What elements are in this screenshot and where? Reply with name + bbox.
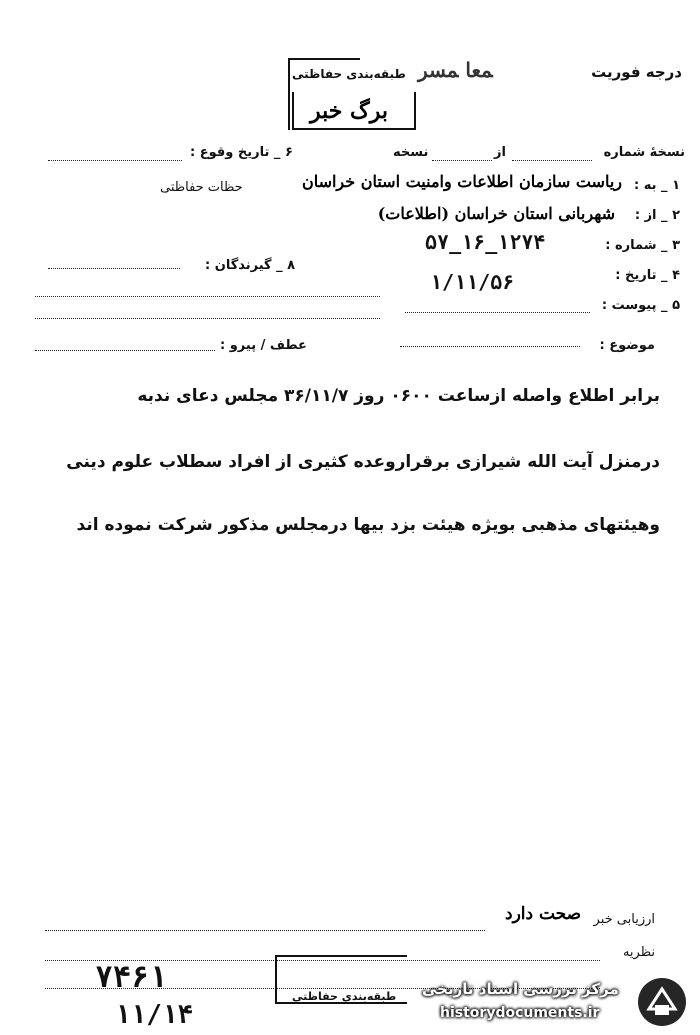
to-value: ریاست سازمان اطلاعات وامنیت استان خراسان — [301, 172, 622, 191]
body-line-3: وهیئتهای مذهبی بویژه هیئت بزد بیها درمجلس مذکور شرکت نموده اند — [76, 515, 660, 535]
handwritten-number: ۷۴۶۱ — [95, 960, 168, 995]
number-label: ۳ _ شماره : — [605, 238, 680, 253]
body-line-1: برابر اطلاع واصله ازساعت ۰۶۰۰ روز ۳۶/۱۱/۷ مجلس دعای ندبه — [137, 386, 660, 406]
from-copies-dots — [432, 160, 492, 161]
event-date-dots — [48, 160, 182, 161]
evaluation-label: ارزیابی خبر — [593, 912, 655, 927]
evaluation-value: صحت دارد — [505, 904, 582, 924]
copies-label: نسخه — [393, 145, 429, 160]
handwritten-date: ۱۱/۱۴ — [115, 1000, 194, 1030]
number-value: ۱۲۷۴_۱۶_۵۷ — [425, 230, 546, 254]
watermark-title: مرکز بررسی اسناد تاریخی — [422, 980, 619, 998]
reference-label: عطف / پیرو : — [220, 338, 307, 353]
reference-dots — [35, 350, 215, 351]
form-title: برگ خبر — [310, 98, 388, 124]
receivers-dots-1 — [48, 268, 180, 269]
watermark-url: historydocuments.ir — [440, 1005, 600, 1021]
to-label: ۱ _ به : — [634, 178, 680, 193]
copy-number-dots — [512, 160, 592, 161]
receivers-label: ۸ _ گیرندگان : — [205, 258, 296, 273]
opinion-label: نظریه — [622, 945, 655, 960]
attachment-dots — [405, 312, 590, 313]
footer-stamp-label: طبقه‌بندی حفاظتی — [292, 990, 397, 1003]
handwritten-top-note: ﻤﻌﺎ ﻤﺴﺮ — [418, 58, 493, 82]
evaluation-dots — [45, 930, 485, 931]
event-date-label: ۶ _ تاریخ وقوع : — [190, 145, 293, 160]
watermark-logo-icon — [635, 975, 690, 1030]
body-line-2: درمنزل آیت الله شیرازی برقراروعده کثیری از افراد سطلاب علوم دینی — [66, 452, 660, 472]
urgency-label: درجه فوریت — [591, 63, 682, 81]
from-label: ۲ _ از : — [634, 208, 680, 223]
from-value: شهربانی استان خراسان (اطلاعات) — [377, 204, 615, 223]
receivers-dots-2 — [35, 296, 380, 297]
date-value: ۱/۱۱/۵۶ — [430, 270, 515, 294]
date-label: ۴ _ تاریخ : — [615, 268, 680, 283]
copy-number-label: نسخهٔ شماره — [603, 145, 685, 160]
attachment-label: ۵ _ پیوست : — [601, 298, 680, 313]
from-copies-label: از — [494, 145, 506, 160]
receivers-dots-3 — [35, 318, 380, 319]
classification-stamp-label: طبقه‌بندی حفاظتی — [292, 67, 406, 81]
subject-label: موضوع : — [599, 338, 655, 353]
protection-label: حظات حفاظتی — [160, 180, 243, 195]
subject-dots — [400, 346, 580, 347]
